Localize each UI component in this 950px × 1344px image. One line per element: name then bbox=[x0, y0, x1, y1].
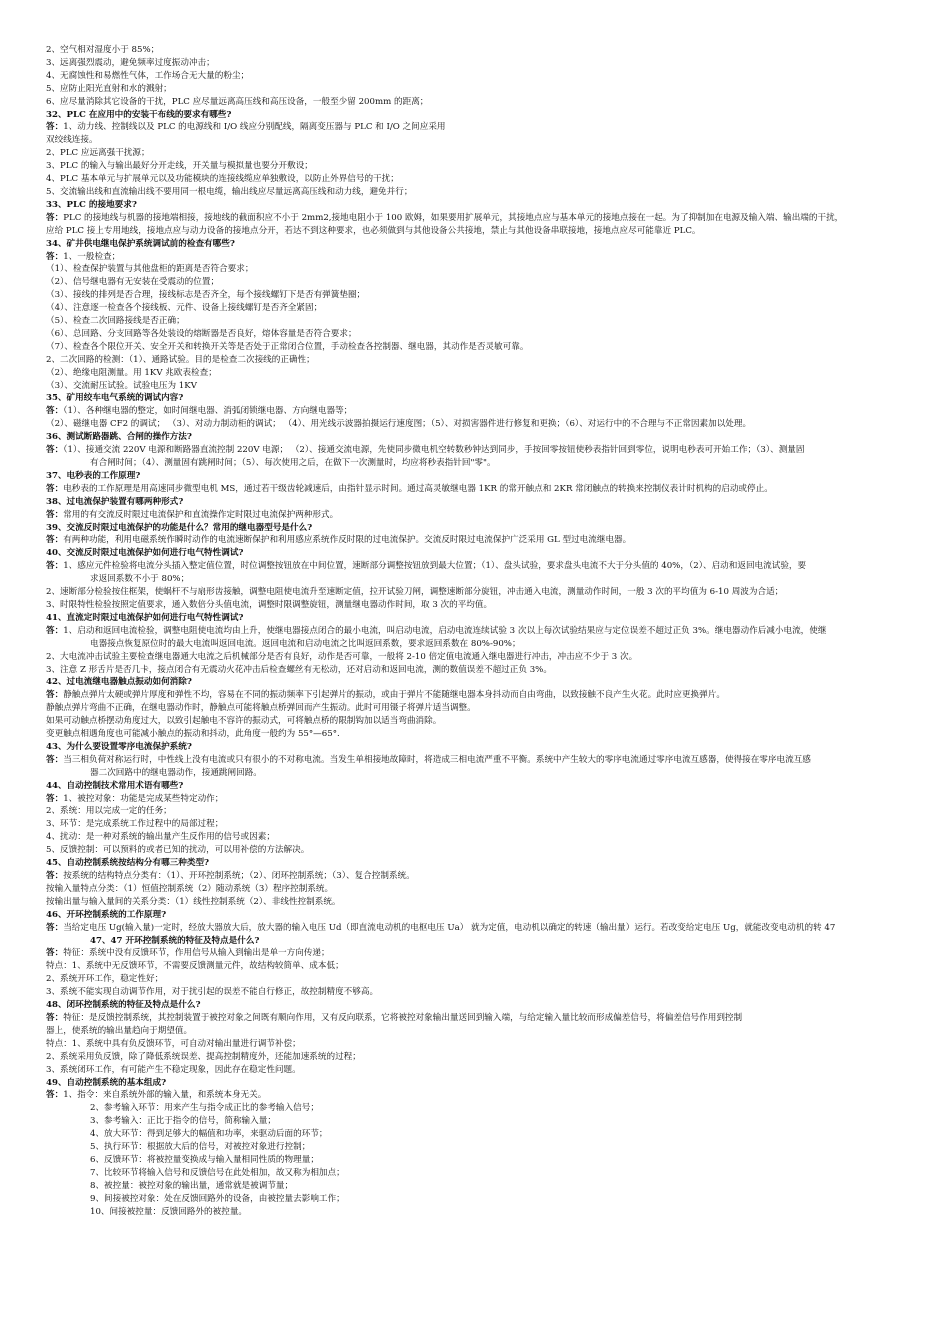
text-line bbox=[46, 1115, 938, 1128]
line-text: 3、环节：是完成系统工作过程中的局部过程； bbox=[46, 819, 224, 830]
text-line bbox=[46, 754, 938, 767]
question-heading bbox=[46, 470, 938, 483]
line-text: 45、自动控制系统按结构分有哪三种类型? bbox=[46, 858, 210, 869]
line-text: 4、无腐蚀性和易燃性气体，工作场合无大量的粉尘； bbox=[46, 70, 250, 81]
text-line bbox=[46, 638, 938, 651]
line-text: 电器接点恢复原位时的最大电流叫返回电流。返回电流和启动电流之比叫返回系数，要求返回系数在 80%-90%； bbox=[90, 638, 521, 649]
text-line bbox=[46, 973, 938, 986]
text-line bbox=[46, 457, 938, 470]
line-text: （6）、总回路、分支回路等各处装设的熔断器是否良好，熔体容量是否符合要求； bbox=[46, 328, 357, 339]
line-text: 如果可动触点桥摆动角度过大，以致引起触电不容许的振动式，可将触点桥的限制钩加以适当弯曲消除。 bbox=[46, 716, 442, 727]
line-text: 38、过电流保护装置有哪两种形式? bbox=[46, 496, 184, 507]
line-text: 1、感应元件检验将电流分头插入整定值位置，时位调整按钮放在中间位置，速断部分调整按钮放到最大位置；（1）、盘头试验，要求盘头电流不大于分头值的 40%，（2）、启动和返回电流试验，要 bbox=[63, 561, 807, 572]
question-heading bbox=[46, 676, 938, 689]
line-text: 8、被控量：被控对象的输出量，通常就是被调节量； bbox=[90, 1180, 294, 1191]
line-text: 1、被控对象：功能是完成某些特定动作； bbox=[63, 793, 224, 804]
question-heading bbox=[46, 547, 938, 560]
line-text: 当三相负荷对称运行时，中性线上没有电流或只有很小的不对称电流。当发生单相接地故障时，将造成三相电流严重不平衡。系统中产生较大的零序电流通过零序电流互感器，使得接在零序电流互感 bbox=[63, 754, 811, 765]
text-line bbox=[46, 651, 938, 664]
answer-prefix: 答： bbox=[46, 212, 64, 223]
answer-prefix: 答： bbox=[46, 535, 64, 546]
question-heading bbox=[46, 496, 938, 509]
line-text: 特征：是反馈控制系统，其控制装置于被控对象之间既有顺向作用，又有反向联系，它将被控对象输出量送回到输入端，与给定输入量比较而形成偏差信号，将偏差信号作用到控制 bbox=[63, 1012, 743, 1023]
line-text: PLC 的接地线与机器的接地端相接，接地线的截面积应不小于 2mm2,接地电阻小于 100 欧姆，如果要用扩展单元，其接地点应与基本单元的接地点接在一起。为了抑制加在电源及输入端、输出端的干扰， bbox=[63, 212, 844, 223]
answer-prefix: 答： bbox=[46, 251, 64, 262]
line-text: （1）、检查保护装置与其他盘柜的距离是否符合要求； bbox=[46, 264, 254, 275]
line-text: 特点：1、系统中无反馈环节，不需要反馈测量元件，故结构较简单、成本低； bbox=[46, 961, 344, 972]
line-text: （1）、接通交流 220V 电源和断路器直流控制 220V 电源； （2）、接通交流电源，先使同步微电机空转数秒钟达到同步，手按回零按钮使秒表指针回到零位，说明电秒表可开始工作；（3）、测量固 bbox=[63, 445, 805, 456]
text-line bbox=[46, 1025, 938, 1038]
line-text: 48、闭环控制系统的特征及特点是什么? bbox=[46, 1000, 201, 1011]
line-text: （7）、检查各个限位开关、安全开关和转换开关等是否处于正常闭合位置，手动检查各控制器、继电器，其动作是否灵敏可靠。 bbox=[46, 341, 529, 352]
line-text: 2、PLC 应远离强干扰源； bbox=[46, 148, 150, 159]
text-line bbox=[46, 289, 938, 302]
line-text: 3、系统不能实现自动调节作用，对于扰引起的误差不能自行修正，故控制精度不够高。 bbox=[46, 987, 379, 998]
line-text: 44、自动控制技术常用术语有哪些? bbox=[46, 780, 184, 791]
question-heading bbox=[46, 909, 938, 922]
text-line bbox=[46, 57, 938, 70]
line-text: 3、时限特性检验按照定值要求，通入数倍分头值电流，调整时限调整旋钮，测量继电器动作时间，取 3 次的平均值。 bbox=[46, 599, 493, 610]
line-text: 有合闸时间；（4）、测量固有跳闸时间；（5）、每次使用之后，在做下一次测量时，均应将秒表指针回"零"。 bbox=[90, 458, 496, 468]
text-line bbox=[46, 225, 938, 238]
line-text: （2）、信号继电器有无安装在受震动的位置； bbox=[46, 277, 220, 288]
text-line bbox=[46, 1154, 938, 1167]
text-line bbox=[46, 1064, 938, 1077]
line-text: 5、反馈控制：可以预料的或者已知的扰动，可以用补偿的方法解决。 bbox=[46, 845, 310, 856]
line-text: 2、空气相对湿度小于 85%； bbox=[46, 45, 160, 55]
line-text: 6、应尽量消除其它设备的干扰，PLC 应尽量远离高压线和高压设备，一般至少留 200mm 的距离； bbox=[46, 96, 429, 107]
line-text: 3、系统闭环工作，有可能产生不稳定现象，因此存在稳定性问题。 bbox=[46, 1064, 301, 1075]
text-line bbox=[46, 586, 938, 599]
question-heading bbox=[46, 238, 938, 251]
text-line bbox=[46, 302, 938, 315]
text-line bbox=[46, 83, 938, 96]
line-text: 7、比较环节将输入信号和反馈信号在此处相加，故又称为相加点； bbox=[90, 1167, 345, 1178]
text-line bbox=[46, 328, 938, 341]
question-heading bbox=[46, 612, 938, 625]
line-text: 常用的有交流反时限过电流保护和直流操作定时限过电流保护两种形式。 bbox=[63, 509, 339, 520]
answer-prefix: 答： bbox=[46, 122, 64, 133]
text-line bbox=[46, 444, 938, 457]
line-text: 37、电秒表的工作原理? bbox=[46, 470, 141, 481]
text-line bbox=[46, 354, 938, 367]
text-line bbox=[46, 793, 938, 806]
line-text: 43、为什么要设置零序电流保护系统? bbox=[46, 741, 192, 752]
text-line bbox=[46, 922, 938, 935]
line-text: 静触点弹片太硬或弹片厚度和弹性不均，容易在不同的振动频率下引起弹片的振动，或由于弹片不能随继电器本身抖动而自由弯曲，以致接触不良产生火花。此时应更换弹片。 bbox=[63, 690, 725, 701]
question-heading bbox=[46, 741, 938, 754]
text-line bbox=[46, 767, 938, 780]
line-text: 当给定电压 Ug(输入量)一定时，经放大器放大后，放大器的输入电压 Ud（即直流电动机的电枢电压 Ua） 就为定值，电动机以确定的转速（输出量）运行。若改变给定电压 Ug，就能改变电动机的转 47 bbox=[63, 922, 836, 933]
line-text: 按系统的结构特点分类有：（1）、开环控制系统；（2）、闭环控制系统；（3）、复合控制系统。 bbox=[63, 871, 415, 881]
question-heading bbox=[46, 109, 938, 122]
line-text: 1、指令：来自系统外部的输入量，和系统本身无关。 bbox=[63, 1090, 267, 1101]
line-text: 3、参考输入：正比于指令的信号，简称输入量； bbox=[90, 1116, 276, 1127]
question-heading bbox=[46, 1077, 938, 1090]
text-line bbox=[46, 1180, 938, 1193]
answer-prefix: 答： bbox=[46, 561, 64, 572]
line-text: 2、系统采用负反馈，除了降低系统误差、提高控制精度外，还能加速系统的过程； bbox=[46, 1051, 361, 1062]
text-line bbox=[46, 341, 938, 354]
line-text: 40、交流反时限过电流保护如何进行电气特性调试? bbox=[46, 548, 244, 559]
line-text: 按输出量与输入量间的关系分类：（1）线性控制系统（2）、非线性控制系统。 bbox=[46, 896, 341, 907]
line-text: 2、速断部分检验按住框架，使蜗杆不与扇形齿接触，调整电阻使电流升至速断定值，拉开试验刀闸，调整速断部分旋钮，冲击通入电流，测量动作时间，一般 3 次的平均值为 6-10 周波为合适； bbox=[46, 587, 784, 598]
text-line bbox=[46, 1128, 938, 1141]
line-text: 41、直流定时限过电流保护如何进行电气特性调试? bbox=[46, 612, 244, 623]
question-heading bbox=[46, 857, 938, 870]
line-text: 5、交流输出线和直流输出线不要用同一根电缆，输出线应尽量远离高压线和动力线，避免并行； bbox=[46, 186, 413, 197]
line-text: 35、矿用绞车电气系统的调试内容? bbox=[46, 393, 184, 404]
answer-prefix: 答： bbox=[46, 754, 64, 765]
text-line bbox=[46, 380, 938, 393]
line-text: 3、注意 Z 形舌片是否几卡，接点闭合有无震动火花冲击后检查螺丝有无松动，还对启动和返回电流，测的数值误差不超过正负 3%。 bbox=[46, 664, 552, 675]
line-text: 4、扰动：是一种对系统的输出量产生反作用的信号或因素； bbox=[46, 832, 275, 843]
text-line bbox=[46, 805, 938, 818]
question-heading bbox=[46, 431, 938, 444]
question-heading bbox=[46, 935, 938, 948]
text-line bbox=[46, 870, 938, 883]
line-text: 按输入量特点分类：（1）恒值控制系统（2）随动系统（3）程序控制系统。 bbox=[46, 883, 334, 894]
answer-prefix: 答： bbox=[46, 509, 64, 520]
text-line bbox=[46, 134, 938, 147]
line-text: 3、远离强烈震动，避免频率过度振动冲击； bbox=[46, 57, 215, 68]
line-text: 46、开环控制系统的工作原理? bbox=[46, 909, 167, 920]
text-line bbox=[46, 121, 938, 134]
line-text: 49、自动控制系统的基本组成? bbox=[46, 1077, 167, 1088]
line-text: 应给 PLC 接上专用地线，接地点应与动力设备的接地点分开，若达不到这种要求，也必须做到与其他设备公共接地，禁止与其他设备串联接地，接地点应尽可能靠近 PLC。 bbox=[46, 225, 701, 236]
line-text: （2）、磁继电器 CF2 的调试； （3）、对动力制动柜的调试； （4）、用光线示波器拍摄运行速度图；（5）、对损害器件进行修复和更换；（6）、对运行中的不合理与不正常因素加以处理。 bbox=[46, 419, 752, 430]
text-line bbox=[46, 251, 938, 264]
text-line bbox=[46, 1102, 938, 1115]
answer-prefix: 答： bbox=[46, 871, 64, 881]
question-heading bbox=[46, 780, 938, 793]
line-text: 3、PLC 的输入与输出最好分开走线，开关量与模拟量也要分开敷设； bbox=[46, 161, 313, 172]
text-line bbox=[46, 831, 938, 844]
text-line bbox=[46, 1051, 938, 1064]
line-text: （5）、检查二次回路接线是否正确； bbox=[46, 316, 185, 327]
line-text: 10、间接被控量：反馈回路外的被控量。 bbox=[90, 1206, 248, 1217]
line-text: 1、启动和返回电流检验，调整电阻使电流均由上升，使继电器接点闭合的最小电流，叫启动电流，启动电流连续试验 3 次以上每次试验结果应与定位误差不超过正负 3%。继电器动作后减小电流，使继 bbox=[63, 625, 827, 636]
text-line bbox=[46, 315, 938, 328]
line-text: 5、执行环节：根据放大后的信号，对被控对象进行控制； bbox=[90, 1142, 311, 1153]
line-text: 2、系统：用以完成一定的任务； bbox=[46, 806, 172, 817]
line-text: 4、放大环节：得到足够大的幅值和功率，来驱动后面的环节； bbox=[90, 1129, 328, 1140]
line-text: 特点：1、系统中具有负反馈环节，可自动对输出量进行调节补偿； bbox=[46, 1038, 301, 1049]
line-text: 有两种功能，利用电磁系统作瞬时动作的电流速断保护和利用感应系统作反时限的过电流保护。交流反时限过电流保护广泛采用 GL 型过电流继电器。 bbox=[63, 535, 632, 546]
text-line bbox=[46, 1167, 938, 1180]
text-line bbox=[46, 599, 938, 612]
text-line bbox=[46, 986, 938, 999]
text-line bbox=[46, 1193, 938, 1206]
text-line bbox=[46, 960, 938, 973]
line-text: 2、参考输入环节：用来产生与指令成正比的参考输入信号； bbox=[90, 1103, 319, 1114]
line-text: 器上，使系统的输出量趋向于期望值。 bbox=[46, 1025, 193, 1036]
document-body bbox=[46, 44, 938, 1218]
text-line bbox=[46, 96, 938, 109]
line-text: 双绞线连接。 bbox=[46, 135, 98, 146]
answer-prefix: 答： bbox=[46, 483, 64, 494]
text-line bbox=[46, 263, 938, 276]
question-heading bbox=[46, 392, 938, 405]
text-line bbox=[46, 70, 938, 83]
line-text: 求返回系数不小于 80%； bbox=[90, 574, 190, 585]
answer-prefix: 答： bbox=[46, 406, 64, 417]
answer-prefix: 答： bbox=[46, 625, 64, 636]
line-text: 47、47 开环控制系统的特征及特点是什么? bbox=[90, 935, 260, 946]
line-text: 变更触点相遇角度也可能减小触点的振动和抖动，此角度一般约为 55°—65°. bbox=[46, 729, 340, 740]
answer-prefix: 答： bbox=[46, 793, 64, 804]
text-line bbox=[46, 883, 938, 896]
line-text: 32、PLC 在应用中的安装干布线的要求有哪些? bbox=[46, 109, 232, 120]
line-text: （4）、注意逐一检查各个接线板、元件、设备上接线螺钉是否齐全紧固； bbox=[46, 303, 323, 314]
line-text: 1、动力线、控制线以及 PLC 的电源线和 I/O 线应分别配线，隔离变压器与 PLC 和 I/O 之间应采用 bbox=[63, 122, 446, 133]
text-line bbox=[46, 276, 938, 289]
text-line bbox=[46, 844, 938, 857]
text-line bbox=[46, 44, 938, 57]
text-line bbox=[46, 1089, 938, 1102]
text-line bbox=[46, 1038, 938, 1051]
line-text: （2）、绝缘电阻测量。用 1KV 兆欧表检查； bbox=[46, 367, 217, 378]
text-line bbox=[46, 1141, 938, 1154]
line-text: 33、PLC 的接地要求? bbox=[46, 199, 137, 210]
text-line bbox=[46, 1206, 938, 1219]
answer-prefix: 答： bbox=[46, 948, 64, 959]
line-text: 5、应防止阳光直射和水的溅射； bbox=[46, 83, 172, 94]
text-line bbox=[46, 1012, 938, 1025]
line-text: 4、PLC 基本单元与扩展单元以及功能模块的连接线缆应单独敷设，以防止外界信号的干扰； bbox=[46, 174, 399, 185]
text-line bbox=[46, 689, 938, 702]
text-line bbox=[46, 818, 938, 831]
answer-prefix: 答： bbox=[46, 690, 64, 701]
text-line bbox=[46, 173, 938, 186]
question-heading bbox=[46, 999, 938, 1012]
line-text: 1、一般检查； bbox=[63, 251, 121, 262]
line-text: （3）、交流耐压试验。试验电压为 1KV bbox=[46, 380, 197, 391]
line-text: 2、二次回路的检测：（1）、通路试验。目的是检查二次接线的正确性； bbox=[46, 354, 315, 365]
text-line bbox=[46, 405, 938, 418]
line-text: （3）、接线的排列是否合理，接线标志是否齐全，每个接线螺钉下是否有弹簧垫圈； bbox=[46, 290, 366, 301]
text-line bbox=[46, 896, 938, 909]
line-text: 9、间接被控对象：处在反馈回路外的设备，由被控量去影响工作； bbox=[90, 1193, 345, 1204]
text-line bbox=[46, 947, 938, 960]
text-line bbox=[46, 702, 938, 715]
answer-prefix: 答： bbox=[46, 1090, 64, 1101]
text-line bbox=[46, 186, 938, 199]
answer-prefix: 答： bbox=[46, 1012, 64, 1023]
line-text: 器二次回路中的继电器动作，接通跳闸回路。 bbox=[90, 767, 262, 778]
text-line bbox=[46, 147, 938, 160]
question-heading bbox=[46, 522, 938, 535]
answer-prefix: 答： bbox=[46, 445, 64, 456]
line-text: 2、系统开环工作，稳定性好； bbox=[46, 974, 164, 985]
text-line bbox=[46, 483, 938, 496]
text-line bbox=[46, 573, 938, 586]
line-text: 静触点弹片弯曲不正确，在继电器动作时，静触点可能将触点桥弹回而产生振动。此时可用镊子将弹片适当调整。 bbox=[46, 703, 476, 714]
text-line bbox=[46, 625, 938, 638]
text-line bbox=[46, 418, 938, 431]
answer-prefix: 答： bbox=[46, 922, 64, 933]
text-line bbox=[46, 212, 938, 225]
text-line bbox=[46, 509, 938, 522]
text-line bbox=[46, 160, 938, 173]
line-text: 2、大电流冲击试验主要检查继电器通大电流之后机械部分是否有良好，动作是否可靠，一般将 2-10 倍定值电流通入继电器进行冲击，冲击应不少于 3 次。 bbox=[46, 651, 638, 662]
text-line bbox=[46, 367, 938, 380]
text-line bbox=[46, 664, 938, 677]
line-text: 6、反馈环节：将被控量变换成与输入量相同性质的物理量； bbox=[90, 1154, 319, 1165]
line-text: 36、测试断路器跳、合闸的操作方法? bbox=[46, 432, 192, 443]
line-text: 电秒表的工作原理是用高速同步微型电机 MS，通过若干级齿轮减速后，由指针显示时间。通过高灵敏继电器 1KR 的常开触点和 2KR 常闭触点的转换来控制仪表计时机构的启动或停止。 bbox=[63, 483, 773, 494]
line-text: 39、交流反时限过电流保护的功能是什么？常用的继电器型号是什么? bbox=[46, 522, 313, 533]
text-line bbox=[46, 534, 938, 547]
line-text: （1）、各种继电器的整定，如时间继电器、消弧闭锁继电器、方向继电器等； bbox=[63, 406, 353, 417]
text-line bbox=[46, 560, 938, 573]
text-line bbox=[46, 715, 938, 728]
line-text: 特征：系统中没有反馈环节，作用信号从输入到输出是单一方向传递； bbox=[63, 948, 330, 959]
line-text: 34、矿井供电继电保护系统调试前的检查有哪些? bbox=[46, 238, 235, 249]
line-text: 42、过电流继电器触点振动如何消除? bbox=[46, 677, 192, 688]
question-heading bbox=[46, 199, 938, 212]
text-line bbox=[46, 728, 938, 741]
